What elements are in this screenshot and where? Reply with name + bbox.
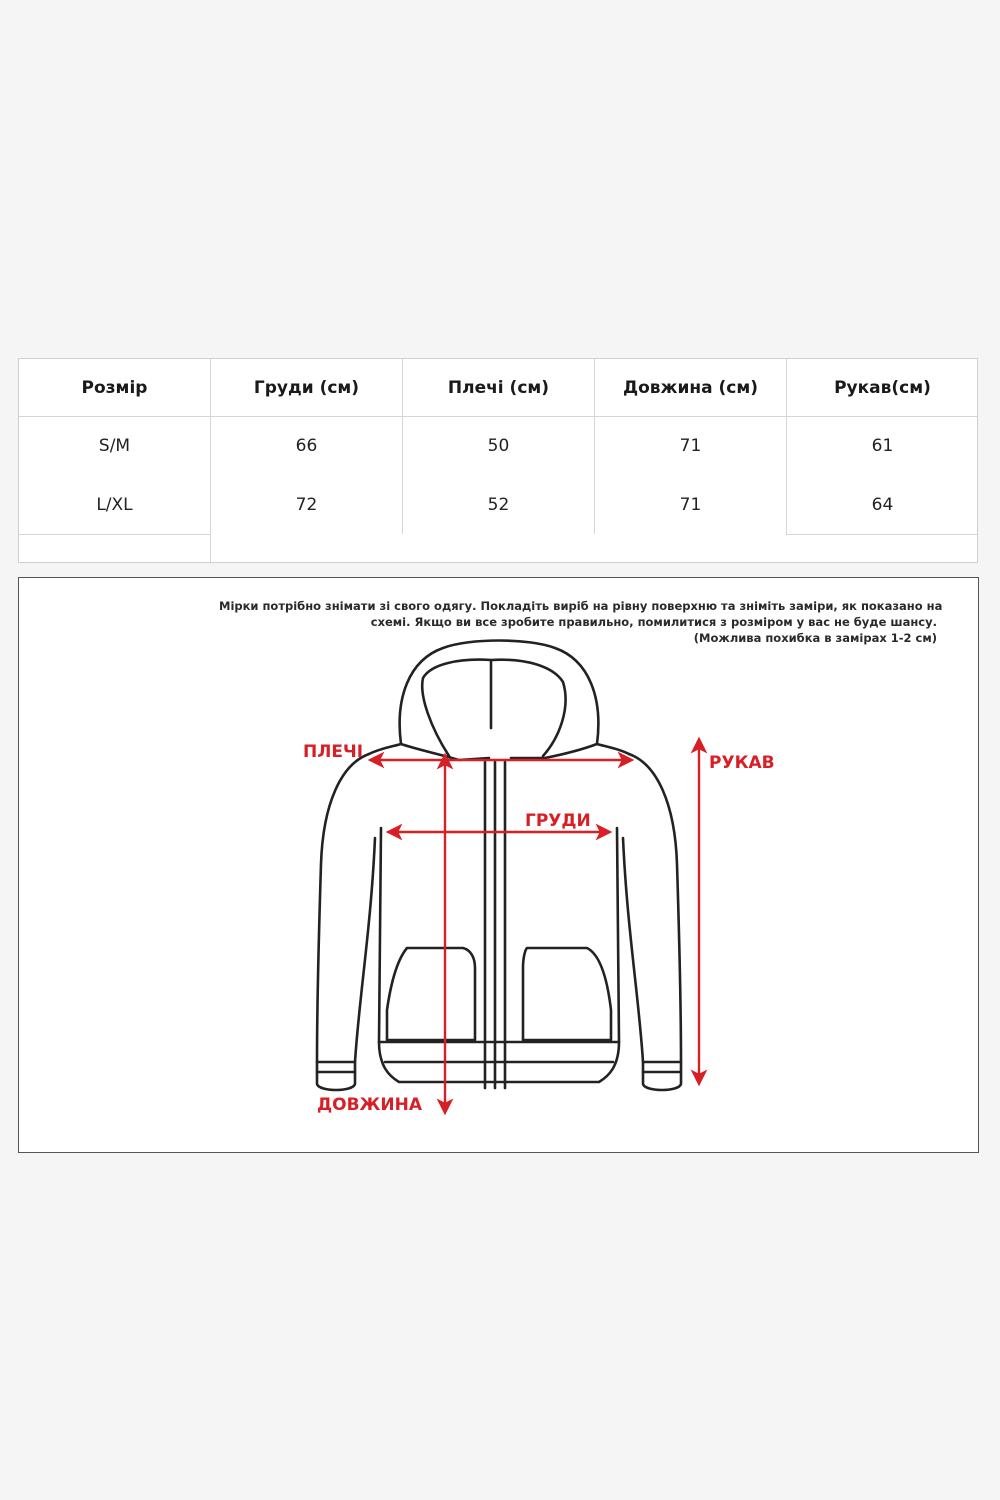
right-cuff xyxy=(643,1062,681,1090)
hoodie-outline xyxy=(317,641,681,1091)
sleeve-label: РУКАВ xyxy=(709,753,775,773)
body-right-side xyxy=(617,828,619,1042)
note-line: (Можлива похибка в замірах 1-2 см) xyxy=(693,631,937,645)
shoulders-label: ПЛЕЧІ xyxy=(303,742,364,762)
row-lxl-shoulders: 52 xyxy=(487,495,510,515)
row-sm-chest: 66 xyxy=(295,436,318,456)
body-left-side xyxy=(379,828,381,1042)
row-sm-length: 71 xyxy=(679,436,702,456)
right-sleeve xyxy=(623,754,681,1062)
row-sm-shoulders: 50 xyxy=(487,436,510,456)
length-label: ДОВЖИНА xyxy=(317,1095,422,1115)
header-chest: Груди (см) xyxy=(253,377,360,398)
right-pocket xyxy=(523,948,611,1040)
row-sm-sleeve: 61 xyxy=(871,436,894,456)
hoodie-illustration xyxy=(19,578,978,1152)
header-length: Довжина (см) xyxy=(622,377,759,398)
size-table xyxy=(18,358,978,563)
row-sm-size: S/M xyxy=(98,436,131,456)
note-line: схемі. Якщо ви все зробите правильно, помилитися з розміром у вас не буде шансу. xyxy=(370,615,937,629)
hood-inner xyxy=(422,660,565,756)
left-pocket xyxy=(387,948,475,1040)
header-sleeve: Рукав(см) xyxy=(834,377,931,398)
row-lxl-length: 71 xyxy=(679,495,702,515)
measurement-lines xyxy=(371,740,699,1112)
row-lxl-chest: 72 xyxy=(295,495,318,515)
left-cuff xyxy=(317,1062,355,1090)
left-sleeve xyxy=(317,754,375,1062)
measurement-diagram xyxy=(18,577,979,1153)
collar-right xyxy=(511,744,597,758)
note-line: Мірки потрібно знімати зі свого одягу. Покладіть виріб на рівну поверхню та зніміть заміри, як показано на xyxy=(219,599,943,613)
chest-label: ГРУДИ xyxy=(525,811,591,831)
row-lxl-size: L/XL xyxy=(96,495,133,515)
hood-outer xyxy=(400,641,599,745)
header-size: Розмір xyxy=(81,377,148,398)
row-lxl-sleeve: 64 xyxy=(871,495,894,515)
header-shoulders: Плечі (см) xyxy=(447,377,550,398)
